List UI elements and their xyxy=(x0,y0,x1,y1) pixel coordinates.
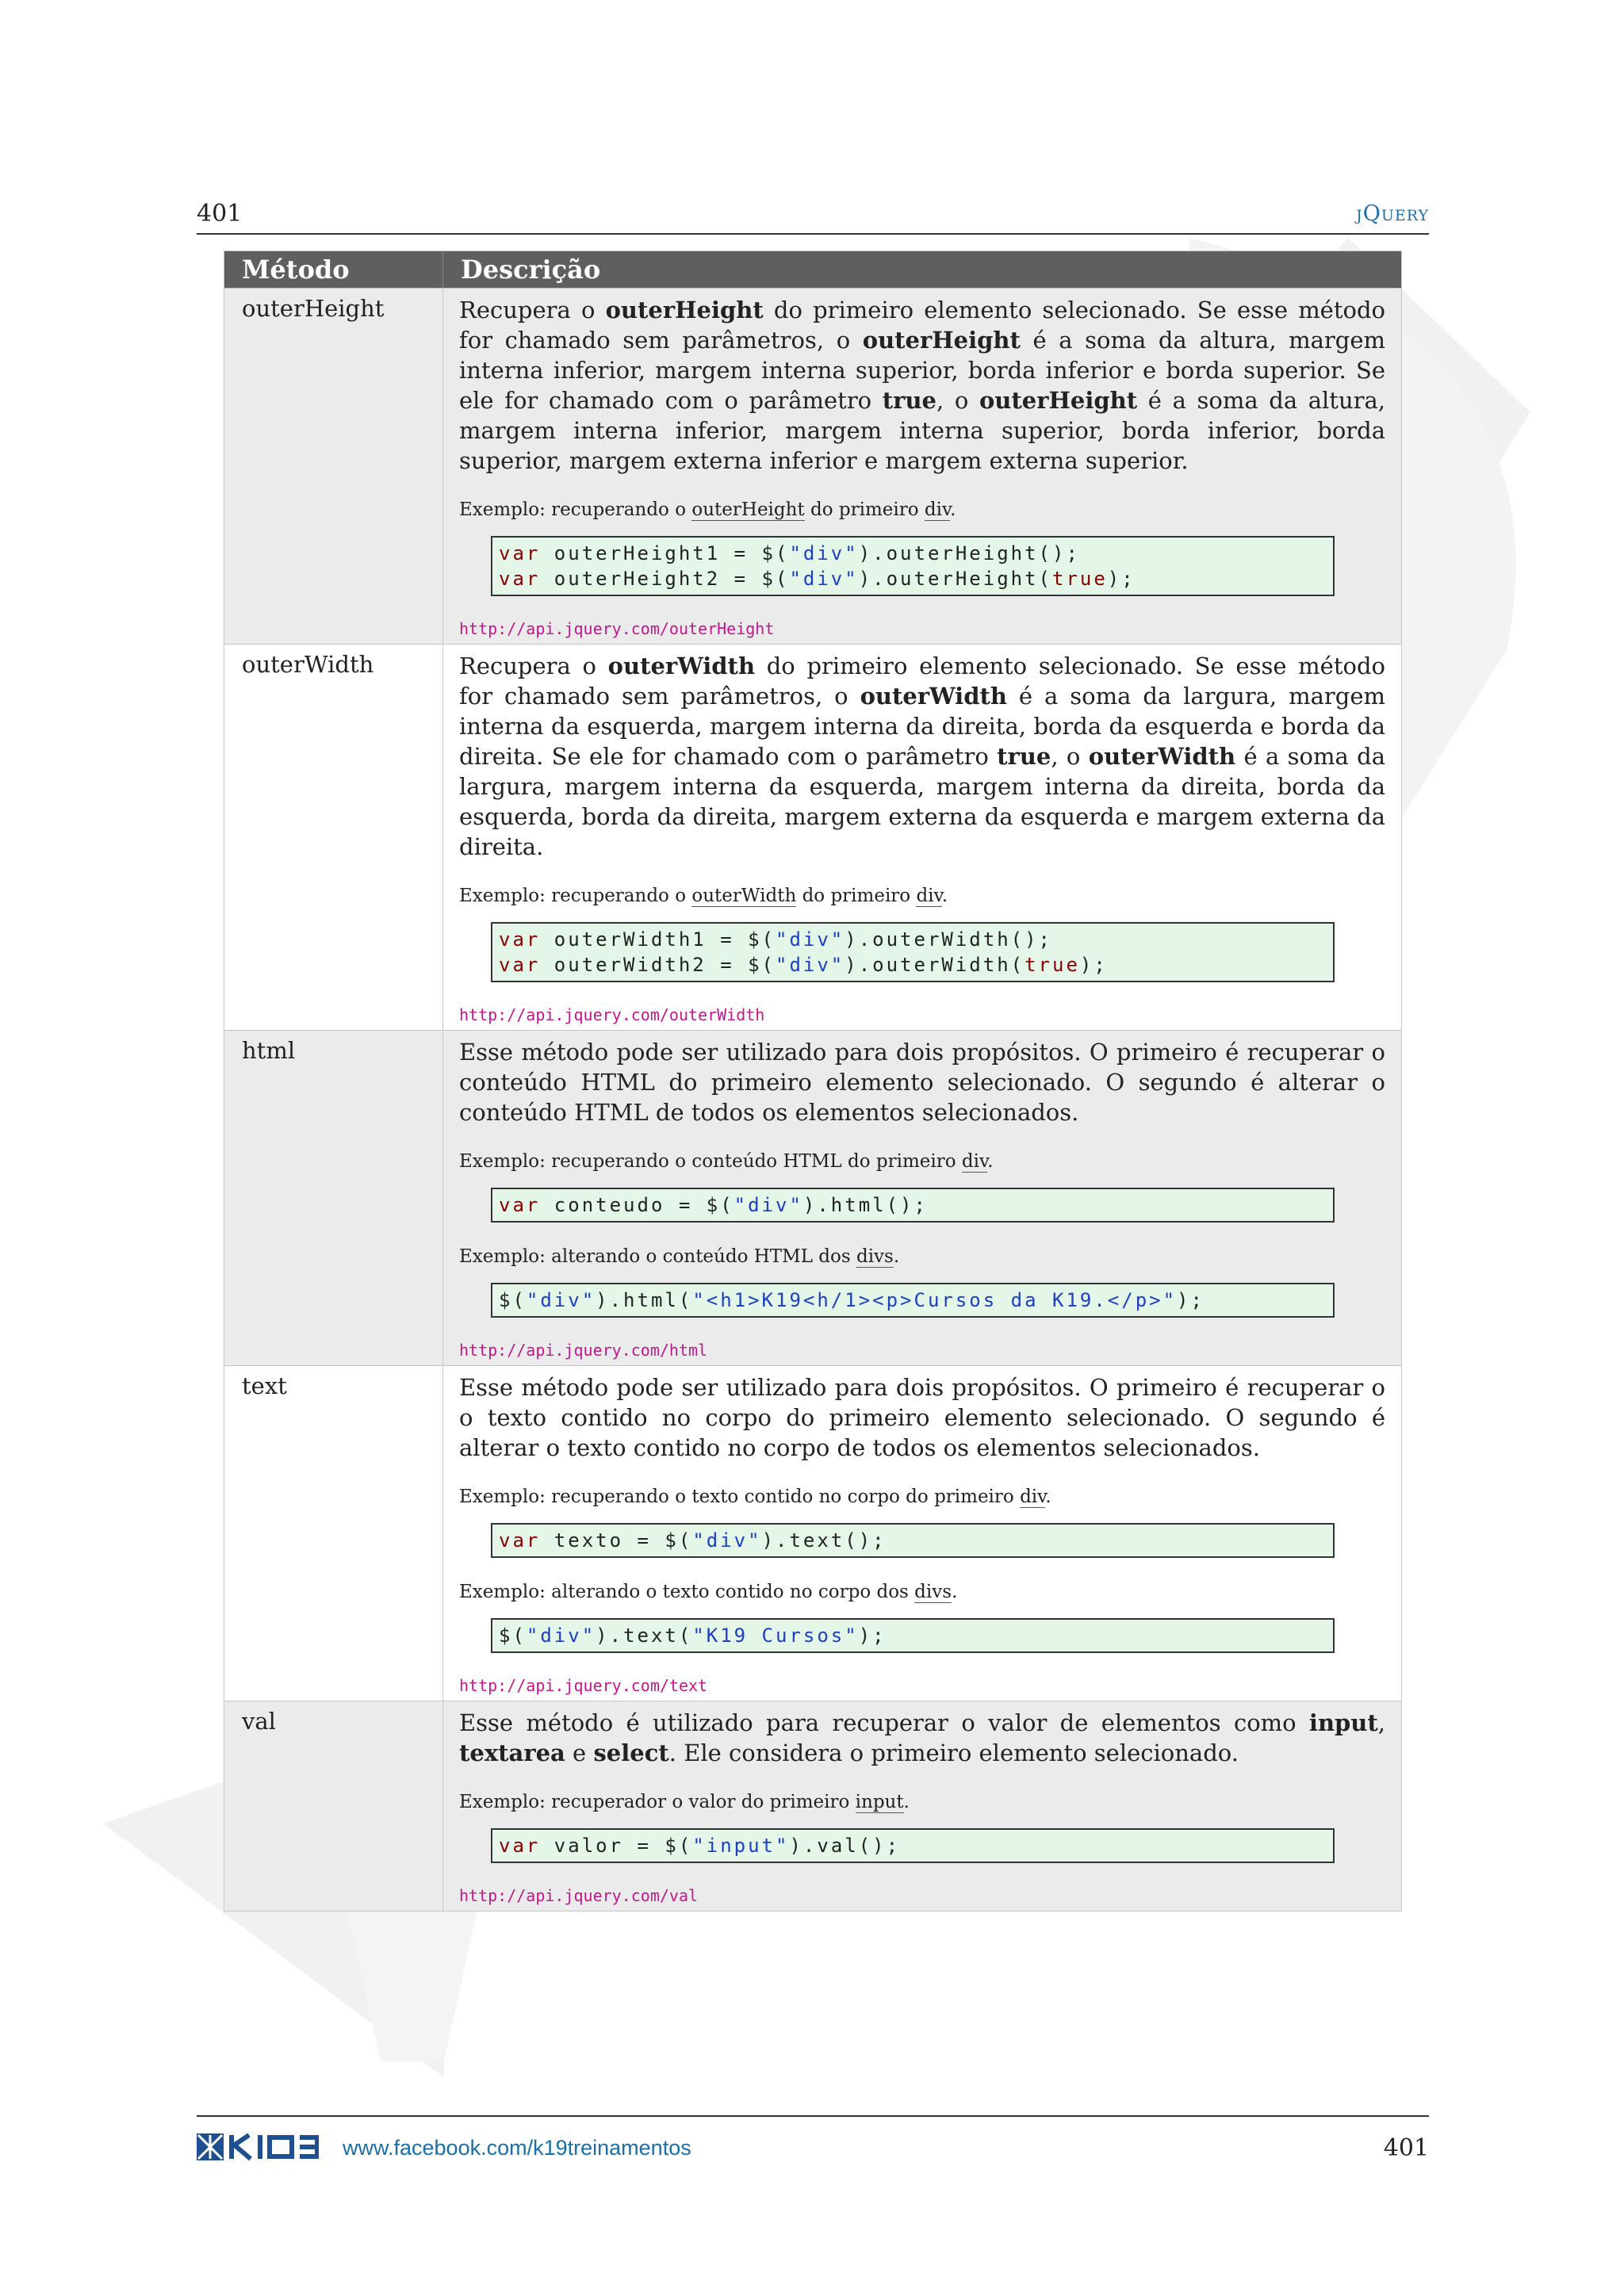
code-keyword: var xyxy=(499,568,541,590)
code-string: "div" xyxy=(733,1194,803,1216)
code-line: $("div").text("K19 Cursos"); xyxy=(499,1624,887,1647)
example-label: Exemplo: alterando o conteúdo HTML dos divs. xyxy=(459,1246,900,1267)
method-description: Esse método é utilizado para recuperar o valor de elementos como input, textarea e select. Ele considera o primeiro elemento selecionado. xyxy=(459,1709,1385,1766)
bold-term: true xyxy=(997,743,1051,770)
code-string: "div" xyxy=(526,1289,596,1311)
api-doc-link[interactable]: http://api.jquery.com/outerWidth xyxy=(459,1005,765,1024)
header-page-number: 401 xyxy=(197,200,243,228)
api-doc-link[interactable]: http://api.jquery.com/html xyxy=(459,1341,708,1360)
example-label: Exemplo: recuperando o outerWidth do primeiro div. xyxy=(459,886,948,906)
code-string: "div" xyxy=(776,928,845,951)
methods-table xyxy=(224,251,1402,1911)
bold-term: textarea xyxy=(459,1739,565,1766)
method-description: Esse método pode ser utilizado para dois propósitos. O primeiro é recuperar o o texto contido no corpo do primeiro elemento selecionado. O segundo é alterar o texto contido no corpo de todos os elementos selecionados. xyxy=(459,1374,1385,1461)
bold-term: select xyxy=(593,1739,669,1766)
code-keyword: var xyxy=(499,542,541,564)
table-row xyxy=(224,1030,1401,1365)
method-description-cell xyxy=(443,1701,1401,1911)
bold-term: outerHeight xyxy=(979,387,1138,414)
underlined-term: div xyxy=(1020,1487,1046,1507)
code-keyword: var xyxy=(499,1835,541,1857)
method-name: val xyxy=(224,1701,443,1911)
table-header xyxy=(224,251,1401,288)
method-description: Recupera o outerHeight do primeiro elemento selecionado. Se esse método for chamado sem parâmetros, o outerHeight é a soma da altura, margem interna inferior, margem interna superior, borda inferior e borda superior. Se ele for chamado com o parâmetro true, o outerHeight é a soma da altura, margem interna inferior, margem interna superior, borda inferior, borda superior, margem externa inferior e margem externa superior. xyxy=(459,297,1386,474)
facebook-link[interactable]: www.facebook.com/k19treinamentos xyxy=(343,2136,691,2160)
method-description: Esse método pode ser utilizado para dois propósitos. O primeiro é recuperar o conteúdo HTML do primeiro elemento selecionado. O segundo é alterar o conteúdo HTML de todos os elementos selecionados. xyxy=(459,1039,1385,1126)
table-row xyxy=(224,1365,1401,1701)
code-keyword: true xyxy=(1025,954,1080,976)
underlined-term: outerWidth xyxy=(691,886,797,906)
table-row xyxy=(224,1701,1401,1911)
code-string: "div" xyxy=(776,954,845,976)
code-block xyxy=(491,1523,1335,1558)
underlined-term: divs xyxy=(914,1582,952,1602)
code-line: var outerWidth2 = $("div").outerWidth(true); xyxy=(499,954,1108,976)
code-block xyxy=(491,536,1335,596)
code-line: $("div").html("<h1>K19<h/1><p>Cursos da K19.</p>"); xyxy=(499,1289,1205,1311)
column-header-method: Método xyxy=(224,251,443,288)
api-doc-link[interactable]: http://api.jquery.com/text xyxy=(459,1676,708,1695)
method-description-cell xyxy=(443,289,1401,644)
chapter-title: jQuery xyxy=(1356,201,1429,226)
method-description-cell xyxy=(443,1031,1401,1365)
code-block xyxy=(491,1828,1335,1863)
method-name: outerHeight xyxy=(224,289,443,644)
example-label: Exemplo: recuperando o conteúdo HTML do primeiro div. xyxy=(459,1151,994,1172)
code-string: "input" xyxy=(692,1835,790,1857)
code-keyword: var xyxy=(499,928,541,951)
page-header xyxy=(197,198,1429,235)
code-line: var conteudo = $("div").html(); xyxy=(499,1194,928,1216)
underlined-term: div xyxy=(916,886,942,906)
underlined-term: div xyxy=(961,1151,988,1172)
method-name: text xyxy=(224,1366,443,1701)
table-body xyxy=(224,288,1401,1911)
code-block xyxy=(491,1283,1335,1318)
code-string: "div" xyxy=(789,542,859,564)
code-line: var outerWidth1 = $("div").outerWidth(); xyxy=(499,928,1052,951)
underlined-term: divs xyxy=(856,1246,894,1267)
code-block xyxy=(491,1188,1335,1223)
code-string: "div" xyxy=(526,1624,596,1647)
code-string: "K19 Cursos" xyxy=(692,1624,859,1647)
bold-term: outerWidth xyxy=(607,652,756,679)
method-description-cell xyxy=(443,645,1401,1030)
code-keyword: var xyxy=(499,1529,541,1552)
code-string: "div" xyxy=(789,568,859,590)
page-footer xyxy=(197,2115,1429,2164)
api-doc-link[interactable]: http://api.jquery.com/outerHeight xyxy=(459,619,775,638)
code-block xyxy=(491,1618,1335,1653)
method-description-cell xyxy=(443,1366,1401,1701)
example-label: Exemplo: recuperando o outerHeight do primeiro div. xyxy=(459,499,956,520)
bold-term: outerHeight xyxy=(862,327,1021,354)
underlined-term: div xyxy=(924,499,951,520)
method-name: html xyxy=(224,1031,443,1365)
bold-term: true xyxy=(882,387,936,414)
example-label: Exemplo: recuperador o valor do primeiro input. xyxy=(459,1792,910,1812)
code-block xyxy=(491,922,1335,982)
footer-page-number: 401 xyxy=(1383,2134,1429,2162)
bold-term: input xyxy=(1308,1709,1378,1736)
underlined-term: outerHeight xyxy=(691,499,805,520)
code-line: var outerHeight1 = $("div").outerHeight(); xyxy=(499,542,1080,564)
code-line: var texto = $("div").text(); xyxy=(499,1529,887,1552)
code-string: "<h1>K19<h/1><p>Cursos da K19.</p>" xyxy=(692,1289,1178,1311)
code-line: var outerHeight2 = $("div").outerHeight(true); xyxy=(499,568,1136,590)
example-label: Exemplo: recuperando o texto contido no corpo do primeiro div. xyxy=(459,1487,1051,1507)
table-row xyxy=(224,288,1401,644)
code-string: "div" xyxy=(692,1529,762,1552)
bold-term: outerWidth xyxy=(860,683,1007,710)
api-doc-link[interactable]: http://api.jquery.com/val xyxy=(459,1886,699,1905)
code-keyword: true xyxy=(1052,568,1108,590)
bold-term: outerHeight xyxy=(605,297,764,323)
bold-term: outerWidth xyxy=(1088,743,1236,770)
code-line: var valor = $("input").val(); xyxy=(499,1835,901,1857)
k19-logo xyxy=(197,2133,319,2161)
method-name: outerWidth xyxy=(224,645,443,1030)
column-header-description: Descrição xyxy=(461,254,601,285)
example-label: Exemplo: alterando o texto contido no corpo dos divs. xyxy=(459,1582,958,1602)
code-keyword: var xyxy=(499,1194,541,1216)
method-description: Recupera o outerWidth do primeiro elemento selecionado. Se esse método for chamado sem parâmetros, o outerWidth é a soma da largura, margem interna da esquerda, margem interna da direita, borda da esquerda e borda da direita. Se ele for chamado com o parâmetro true, o outerWidth é a soma da largura, margem interna da esquerda, margem interna da direita, borda da esquerda, borda da direita, margem externa da esquerda e margem externa da direita. xyxy=(459,652,1385,860)
underlined-term: input xyxy=(855,1792,904,1812)
table-row xyxy=(224,644,1401,1030)
code-keyword: var xyxy=(499,954,541,976)
